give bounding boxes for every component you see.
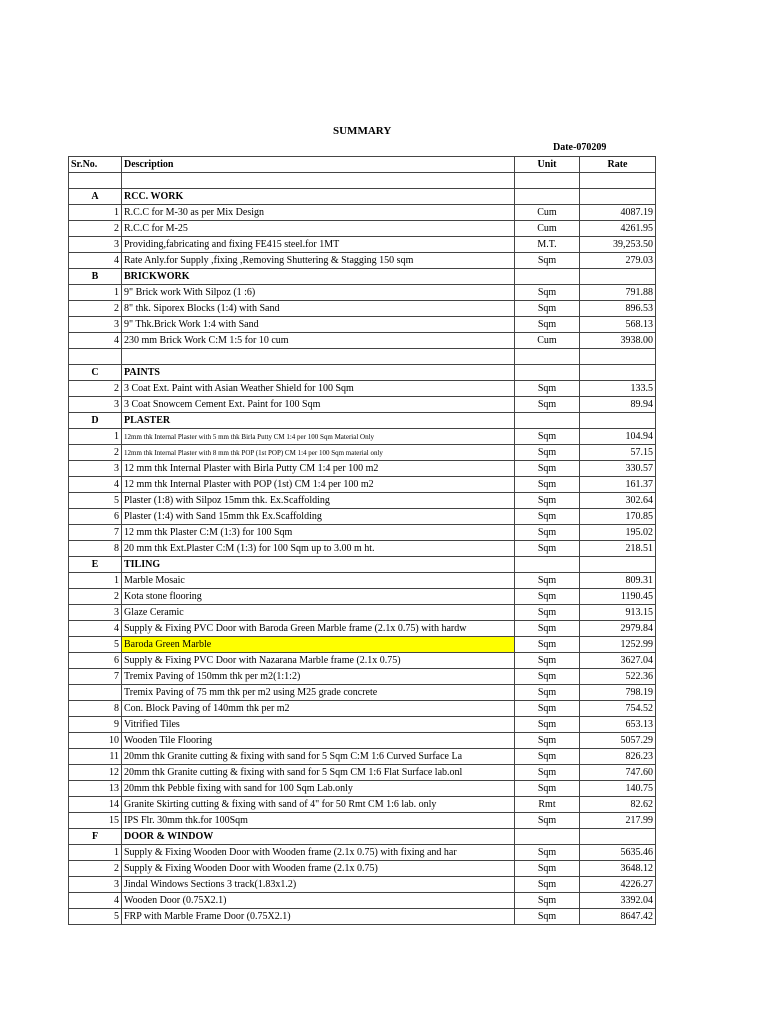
cell-description: 20 mm thk Ext.Plaster C:M (1:3) for 100 Sqm up to 3.00 m ht.: [122, 541, 515, 557]
cell-sr-no: A: [69, 189, 122, 205]
table-row: [69, 477, 656, 493]
cell-unit: Sqm: [515, 477, 580, 493]
section-row: [69, 829, 656, 845]
cell-unit: Sqm: [515, 909, 580, 925]
header-rate: Rate: [580, 157, 656, 173]
cell-sr-no: 1: [69, 285, 122, 301]
cell-sr-no: 2: [69, 381, 122, 397]
cell-description: Tremix Paving of 75 mm thk per m2 using M25 grade concrete: [122, 685, 515, 701]
cell-rate: [580, 557, 656, 573]
cell-unit: [515, 269, 580, 285]
cell-sr-no: 5: [69, 493, 122, 509]
cell-unit: Sqm: [515, 781, 580, 797]
cell-sr-no: 1: [69, 205, 122, 221]
cell-rate: [580, 349, 656, 365]
cell-description: Granite Skirting cutting & fixing with sand of 4" for 50 Rmt CM 1:6 lab. only: [122, 797, 515, 813]
cell-rate: 791.88: [580, 285, 656, 301]
cell-unit: Sqm: [515, 765, 580, 781]
table-row: [69, 765, 656, 781]
cell-description: IPS Flr. 30mm thk.for 100Sqm: [122, 813, 515, 829]
cell-rate: 826.23: [580, 749, 656, 765]
cell-description: Con. Block Paving of 140mm thk per m2: [122, 701, 515, 717]
cell-unit: [515, 189, 580, 205]
cell-sr-no: 4: [69, 477, 122, 493]
cell-sr-no: 2: [69, 861, 122, 877]
cell-unit: Sqm: [515, 317, 580, 333]
cell-description: 8" thk. Siporex Blocks (1:4) with Sand: [122, 301, 515, 317]
cell-unit: Sqm: [515, 845, 580, 861]
cell-description: R.C.C for M-30 as per Mix Design: [122, 205, 515, 221]
cell-unit: Sqm: [515, 621, 580, 637]
cell-unit: Sqm: [515, 429, 580, 445]
cell-sr-no: 2: [69, 589, 122, 605]
cell-description: 12 mm thk Plaster C:M (1:3) for 100 Sqm: [122, 525, 515, 541]
cell-unit: Sqm: [515, 461, 580, 477]
table-row: [69, 653, 656, 669]
cell-rate: 195.02: [580, 525, 656, 541]
cell-sr-no: 5: [69, 909, 122, 925]
cell-sr-no: B: [69, 269, 122, 285]
header-description: Description: [122, 157, 515, 173]
cell-sr-no: 2: [69, 445, 122, 461]
cell-unit: Sqm: [515, 573, 580, 589]
table-row: [69, 429, 656, 445]
table-row: [69, 669, 656, 685]
cell-unit: [515, 557, 580, 573]
cell-description: Wooden Door (0.75X2.1): [122, 893, 515, 909]
cell-sr-no: 3: [69, 877, 122, 893]
table-row: [69, 333, 656, 349]
cell-unit: Sqm: [515, 637, 580, 653]
table-row: [69, 861, 656, 877]
cell-sr-no: 4: [69, 333, 122, 349]
cell-unit: Sqm: [515, 861, 580, 877]
header-sr-no: Sr.No.: [69, 157, 122, 173]
cell-description: Glaze Ceramic: [122, 605, 515, 621]
cell-unit: Sqm: [515, 749, 580, 765]
cell-unit: Sqm: [515, 285, 580, 301]
cell-unit: [515, 173, 580, 189]
cell-rate: 330.57: [580, 461, 656, 477]
cell-sr-no: 4: [69, 893, 122, 909]
table-row: [69, 525, 656, 541]
cell-rate: 57.15: [580, 445, 656, 461]
cell-unit: Cum: [515, 333, 580, 349]
cell-rate: 89.94: [580, 397, 656, 413]
cell-sr-no: 3: [69, 317, 122, 333]
cell-rate: 896.53: [580, 301, 656, 317]
table-row: [69, 893, 656, 909]
section-row: [69, 557, 656, 573]
table-row: [69, 493, 656, 509]
cell-description: [122, 349, 515, 365]
table-row: [69, 909, 656, 925]
table-row: [69, 717, 656, 733]
cell-sr-no: D: [69, 413, 122, 429]
cell-description: 12 mm thk Internal Plaster with Birla Putty CM 1:4 per 100 m2: [122, 461, 515, 477]
section-row: [69, 413, 656, 429]
cell-unit: Rmt: [515, 797, 580, 813]
cell-unit: Sqm: [515, 653, 580, 669]
cell-rate: 4226.27: [580, 877, 656, 893]
cell-description: 12mm thk Internal Plaster with 5 mm thk Birla Putty CM 1:4 per 100 Sqm Material Only: [122, 429, 515, 445]
cell-sr-no: [69, 349, 122, 365]
cell-sr-no: 13: [69, 781, 122, 797]
cell-unit: Sqm: [515, 893, 580, 909]
section-row: [69, 189, 656, 205]
cell-description: 20mm thk Granite cutting & fixing with sand for 5 Sqm CM 1:6 Flat Surface lab.onl: [122, 765, 515, 781]
cell-sr-no: 1: [69, 573, 122, 589]
table-row: [69, 701, 656, 717]
cell-unit: Sqm: [515, 381, 580, 397]
cell-sr-no: 12: [69, 765, 122, 781]
cell-rate: 653.13: [580, 717, 656, 733]
cell-description: Plaster (1:8) with Silpoz 15mm thk. Ex.Scaffolding: [122, 493, 515, 509]
cell-rate: 1252.99: [580, 637, 656, 653]
cell-rate: 747.60: [580, 765, 656, 781]
cell-unit: Sqm: [515, 509, 580, 525]
cell-rate: 161.37: [580, 477, 656, 493]
cell-sr-no: [69, 173, 122, 189]
table-row: [69, 621, 656, 637]
table-row: [69, 749, 656, 765]
cell-sr-no: 8: [69, 541, 122, 557]
table-row: [69, 253, 656, 269]
cell-description: DOOR & WINDOW: [122, 829, 515, 845]
cell-rate: 568.13: [580, 317, 656, 333]
section-row: [69, 269, 656, 285]
cell-unit: Sqm: [515, 589, 580, 605]
cell-sr-no: 2: [69, 221, 122, 237]
cell-rate: 39,253.50: [580, 237, 656, 253]
cell-rate: [580, 365, 656, 381]
cell-rate: 3648.12: [580, 861, 656, 877]
table-row: [69, 349, 656, 365]
cell-description: 3 Coat Ext. Paint with Asian Weather Shield for 100 Sqm: [122, 381, 515, 397]
cell-description: 3 Coat Snowcem Cement Ext. Paint for 100 Sqm: [122, 397, 515, 413]
cell-unit: Sqm: [515, 685, 580, 701]
cell-description: [122, 173, 515, 189]
cell-description: 20mm thk Pebble fixing with sand for 100 Sqm Lab.only: [122, 781, 515, 797]
cell-sr-no: 11: [69, 749, 122, 765]
cell-unit: Sqm: [515, 397, 580, 413]
table-body: [69, 173, 656, 925]
cell-description: Supply & Fixing PVC Door with Nazarana Marble frame (2.1x 0.75): [122, 653, 515, 669]
cell-description: TILING: [122, 557, 515, 573]
cell-unit: [515, 413, 580, 429]
cell-sr-no: 8: [69, 701, 122, 717]
rate-summary-table: [68, 156, 656, 925]
cell-unit: Sqm: [515, 605, 580, 621]
cell-rate: [580, 189, 656, 205]
table-row: [69, 845, 656, 861]
cell-description: Supply & Fixing PVC Door with Baroda Green Marble frame (2.1x 0.75) with hardw: [122, 621, 515, 637]
cell-description: 12mm thk Internal Plaster with 8 mm thk POP (1st POP) CM 1:4 per 100 Sqm material only: [122, 445, 515, 461]
cell-sr-no: 14: [69, 797, 122, 813]
date-label: Date-070209: [553, 142, 607, 153]
cell-rate: 3938.00: [580, 333, 656, 349]
table-row: [69, 205, 656, 221]
cell-description: Marble Mosaic: [122, 573, 515, 589]
cell-description: Plaster (1:4) with Sand 15mm thk Ex.Scaffolding: [122, 509, 515, 525]
cell-rate: 82.62: [580, 797, 656, 813]
cell-description: PLASTER: [122, 413, 515, 429]
cell-rate: 302.64: [580, 493, 656, 509]
cell-rate: 4261.95: [580, 221, 656, 237]
cell-description: 9" Thk.Brick Work 1:4 with Sand: [122, 317, 515, 333]
table-row: [69, 285, 656, 301]
cell-rate: 522.36: [580, 669, 656, 685]
cell-rate: 798.19: [580, 685, 656, 701]
cell-rate: 809.31: [580, 573, 656, 589]
header-unit: Unit: [515, 157, 580, 173]
cell-description: Rate Anly.for Supply ,fixing ,Removing Shuttering & Stagging 150 sqm: [122, 253, 515, 269]
cell-sr-no: 3: [69, 237, 122, 253]
cell-sr-no: F: [69, 829, 122, 845]
cell-unit: Cum: [515, 205, 580, 221]
section-row: [69, 365, 656, 381]
table-row: [69, 589, 656, 605]
cell-unit: Sqm: [515, 445, 580, 461]
cell-sr-no: 7: [69, 669, 122, 685]
table-row: [69, 797, 656, 813]
cell-rate: 754.52: [580, 701, 656, 717]
cell-description: BRICKWORK: [122, 269, 515, 285]
table-row: [69, 685, 656, 701]
cell-unit: Sqm: [515, 701, 580, 717]
cell-sr-no: 2: [69, 301, 122, 317]
cell-sr-no: 6: [69, 509, 122, 525]
cell-sr-no: 4: [69, 621, 122, 637]
cell-rate: 218.51: [580, 541, 656, 557]
cell-rate: 2979.84: [580, 621, 656, 637]
cell-sr-no: 15: [69, 813, 122, 829]
table-row: [69, 573, 656, 589]
table-row: [69, 877, 656, 893]
cell-sr-no: 3: [69, 605, 122, 621]
cell-unit: Sqm: [515, 493, 580, 509]
cell-rate: 104.94: [580, 429, 656, 445]
table-row: [69, 813, 656, 829]
cell-rate: [580, 829, 656, 845]
cell-unit: Sqm: [515, 525, 580, 541]
table-row: [69, 237, 656, 253]
cell-description: Tremix Paving of 150mm thk per m2(1:1:2): [122, 669, 515, 685]
cell-rate: 140.75: [580, 781, 656, 797]
cell-unit: Sqm: [515, 669, 580, 685]
cell-unit: Sqm: [515, 717, 580, 733]
cell-sr-no: 3: [69, 461, 122, 477]
cell-description: FRP with Marble Frame Door (0.75X2.1): [122, 909, 515, 925]
cell-description: Jindal Windows Sections 3 track(1.83x1.2): [122, 877, 515, 893]
cell-rate: 217.99: [580, 813, 656, 829]
cell-description: 230 mm Brick Work C:M 1:5 for 10 cum: [122, 333, 515, 349]
cell-sr-no: 3: [69, 397, 122, 413]
table-row: [69, 397, 656, 413]
cell-unit: [515, 349, 580, 365]
cell-rate: [580, 173, 656, 189]
cell-rate: 5057.29: [580, 733, 656, 749]
cell-rate: [580, 269, 656, 285]
cell-sr-no: 4: [69, 253, 122, 269]
cell-unit: [515, 365, 580, 381]
table-row: [69, 541, 656, 557]
cell-sr-no: 10: [69, 733, 122, 749]
cell-description: Vitrified Tiles: [122, 717, 515, 733]
cell-unit: Cum: [515, 221, 580, 237]
cell-sr-no: 1: [69, 845, 122, 861]
cell-sr-no: 9: [69, 717, 122, 733]
cell-description: Baroda Green Marble: [122, 637, 515, 653]
summary-title: SUMMARY: [333, 125, 392, 137]
cell-sr-no: 7: [69, 525, 122, 541]
cell-sr-no: C: [69, 365, 122, 381]
cell-sr-no: 6: [69, 653, 122, 669]
cell-description: PAINTS: [122, 365, 515, 381]
table-row: [69, 733, 656, 749]
cell-rate: 170.85: [580, 509, 656, 525]
cell-description: 9" Brick work With Silpoz (1 :6): [122, 285, 515, 301]
cell-sr-no: [69, 685, 122, 701]
table-row: [69, 605, 656, 621]
cell-description: Providing,fabricating and fixing FE415 steel.for 1MT: [122, 237, 515, 253]
cell-unit: Sqm: [515, 877, 580, 893]
cell-description: 20mm thk Granite cutting & fixing with sand for 5 Sqm C:M 1:6 Curved Surface La: [122, 749, 515, 765]
table-row: [69, 509, 656, 525]
cell-rate: [580, 413, 656, 429]
cell-rate: 3392.04: [580, 893, 656, 909]
cell-unit: M.T.: [515, 237, 580, 253]
cell-description: Wooden Tile Flooring: [122, 733, 515, 749]
cell-sr-no: 1: [69, 429, 122, 445]
cell-unit: Sqm: [515, 733, 580, 749]
table-row: [69, 221, 656, 237]
table-row: [69, 173, 656, 189]
cell-rate: 1190.45: [580, 589, 656, 605]
cell-description: 12 mm thk Internal Plaster with POP (1st) CM 1:4 per 100 m2: [122, 477, 515, 493]
table-row: [69, 781, 656, 797]
cell-unit: Sqm: [515, 301, 580, 317]
cell-rate: 3627.04: [580, 653, 656, 669]
cell-rate: 8647.42: [580, 909, 656, 925]
cell-unit: Sqm: [515, 813, 580, 829]
cell-sr-no: E: [69, 557, 122, 573]
table-row: [69, 637, 656, 653]
table-row: [69, 445, 656, 461]
table-row: [69, 381, 656, 397]
cell-sr-no: 5: [69, 637, 122, 653]
cell-description: Supply & Fixing Wooden Door with Wooden frame (2.1x 0.75): [122, 861, 515, 877]
cell-rate: 913.15: [580, 605, 656, 621]
table-header-row: [69, 157, 656, 173]
cell-rate: 4087.19: [580, 205, 656, 221]
table-row: [69, 301, 656, 317]
cell-rate: 133.5: [580, 381, 656, 397]
table-row: [69, 461, 656, 477]
cell-description: RCC. WORK: [122, 189, 515, 205]
cell-unit: Sqm: [515, 541, 580, 557]
cell-rate: 5635.46: [580, 845, 656, 861]
cell-description: Kota stone flooring: [122, 589, 515, 605]
cell-unit: Sqm: [515, 253, 580, 269]
cell-rate: 279.03: [580, 253, 656, 269]
cell-unit: [515, 829, 580, 845]
table-row: [69, 317, 656, 333]
cell-description: R.C.C for M-25: [122, 221, 515, 237]
cell-description: Supply & Fixing Wooden Door with Wooden frame (2.1x 0.75) with fixing and har: [122, 845, 515, 861]
